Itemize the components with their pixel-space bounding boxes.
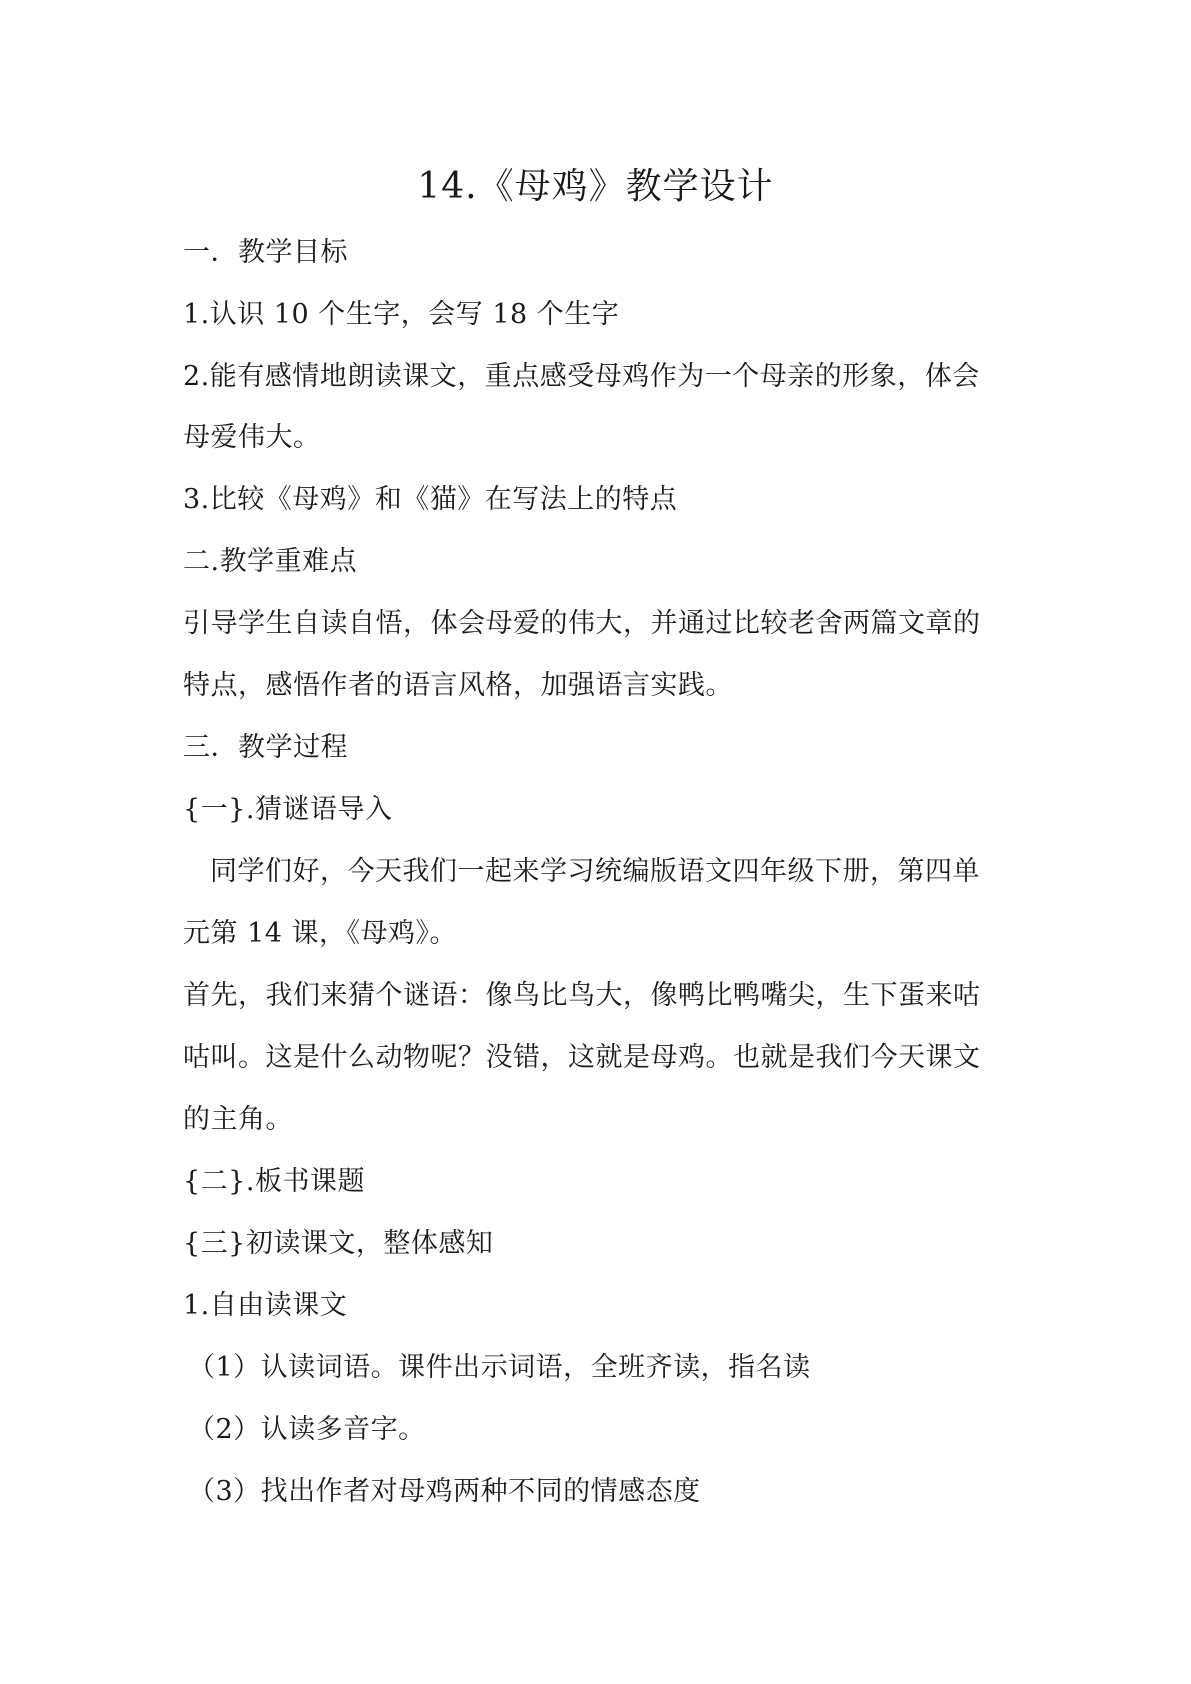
objective-item-2-continued: 母爱伟大。 [183, 422, 321, 453]
section-heading-key-points: 二.教学重难点 [183, 546, 358, 577]
reading-subitem-2: （2）认读多音字。 [188, 1414, 426, 1445]
riddle-paragraph: 首先，我们来猜个谜语：像鸟比鸟大，像鸭比鸭嘴尖，生下蛋来咕 [183, 980, 981, 1011]
step-heading-riddle: {一}.猜谜语导入 [183, 794, 393, 825]
document-title: 14.《母鸡》教学设计 [417, 166, 774, 207]
key-points-paragraph: 引导学生自读自悟，体会母爱的伟大，并通过比较老舍两篇文章的 [183, 608, 981, 639]
step-heading-title: {二}.板书课题 [183, 1166, 365, 1197]
objective-item-1: 1.认识 10 个生字，会写 18 个生字 [183, 299, 620, 330]
intro-paragraph: 同学们好，今天我们一起来学习统编版语文四年级下册，第四单 [210, 856, 980, 887]
step-heading-first-reading: {三}初读课文，整体感知 [183, 1228, 494, 1259]
reading-subitem-3: （3）找出作者对母鸡两种不同的情感态度 [188, 1476, 701, 1507]
riddle-paragraph-line-3: 的主角。 [183, 1104, 293, 1135]
section-heading-objectives: 一．教学目标 [183, 237, 348, 268]
objective-item-3: 3.比较《母鸡》和《猫》在写法上的特点 [183, 484, 678, 515]
reading-item-1: 1.自由读课文 [183, 1290, 348, 1321]
section-heading-process: 三．教学过程 [183, 732, 348, 763]
key-points-paragraph-continued: 特点，感悟作者的语言风格，加强语言实践。 [183, 670, 733, 701]
objective-item-2: 2.能有感情地朗读课文，重点感受母鸡作为一个母亲的形象，体会 [183, 361, 980, 392]
riddle-paragraph-line-2: 咕叫。这是什么动物呢？没错，这就是母鸡。也就是我们今天课文 [183, 1042, 981, 1073]
intro-paragraph-continued: 元第 14 课，《母鸡》。 [183, 918, 458, 949]
reading-subitem-1: （1）认读词语。课件出示词语，全班齐读，指名读 [188, 1352, 811, 1383]
